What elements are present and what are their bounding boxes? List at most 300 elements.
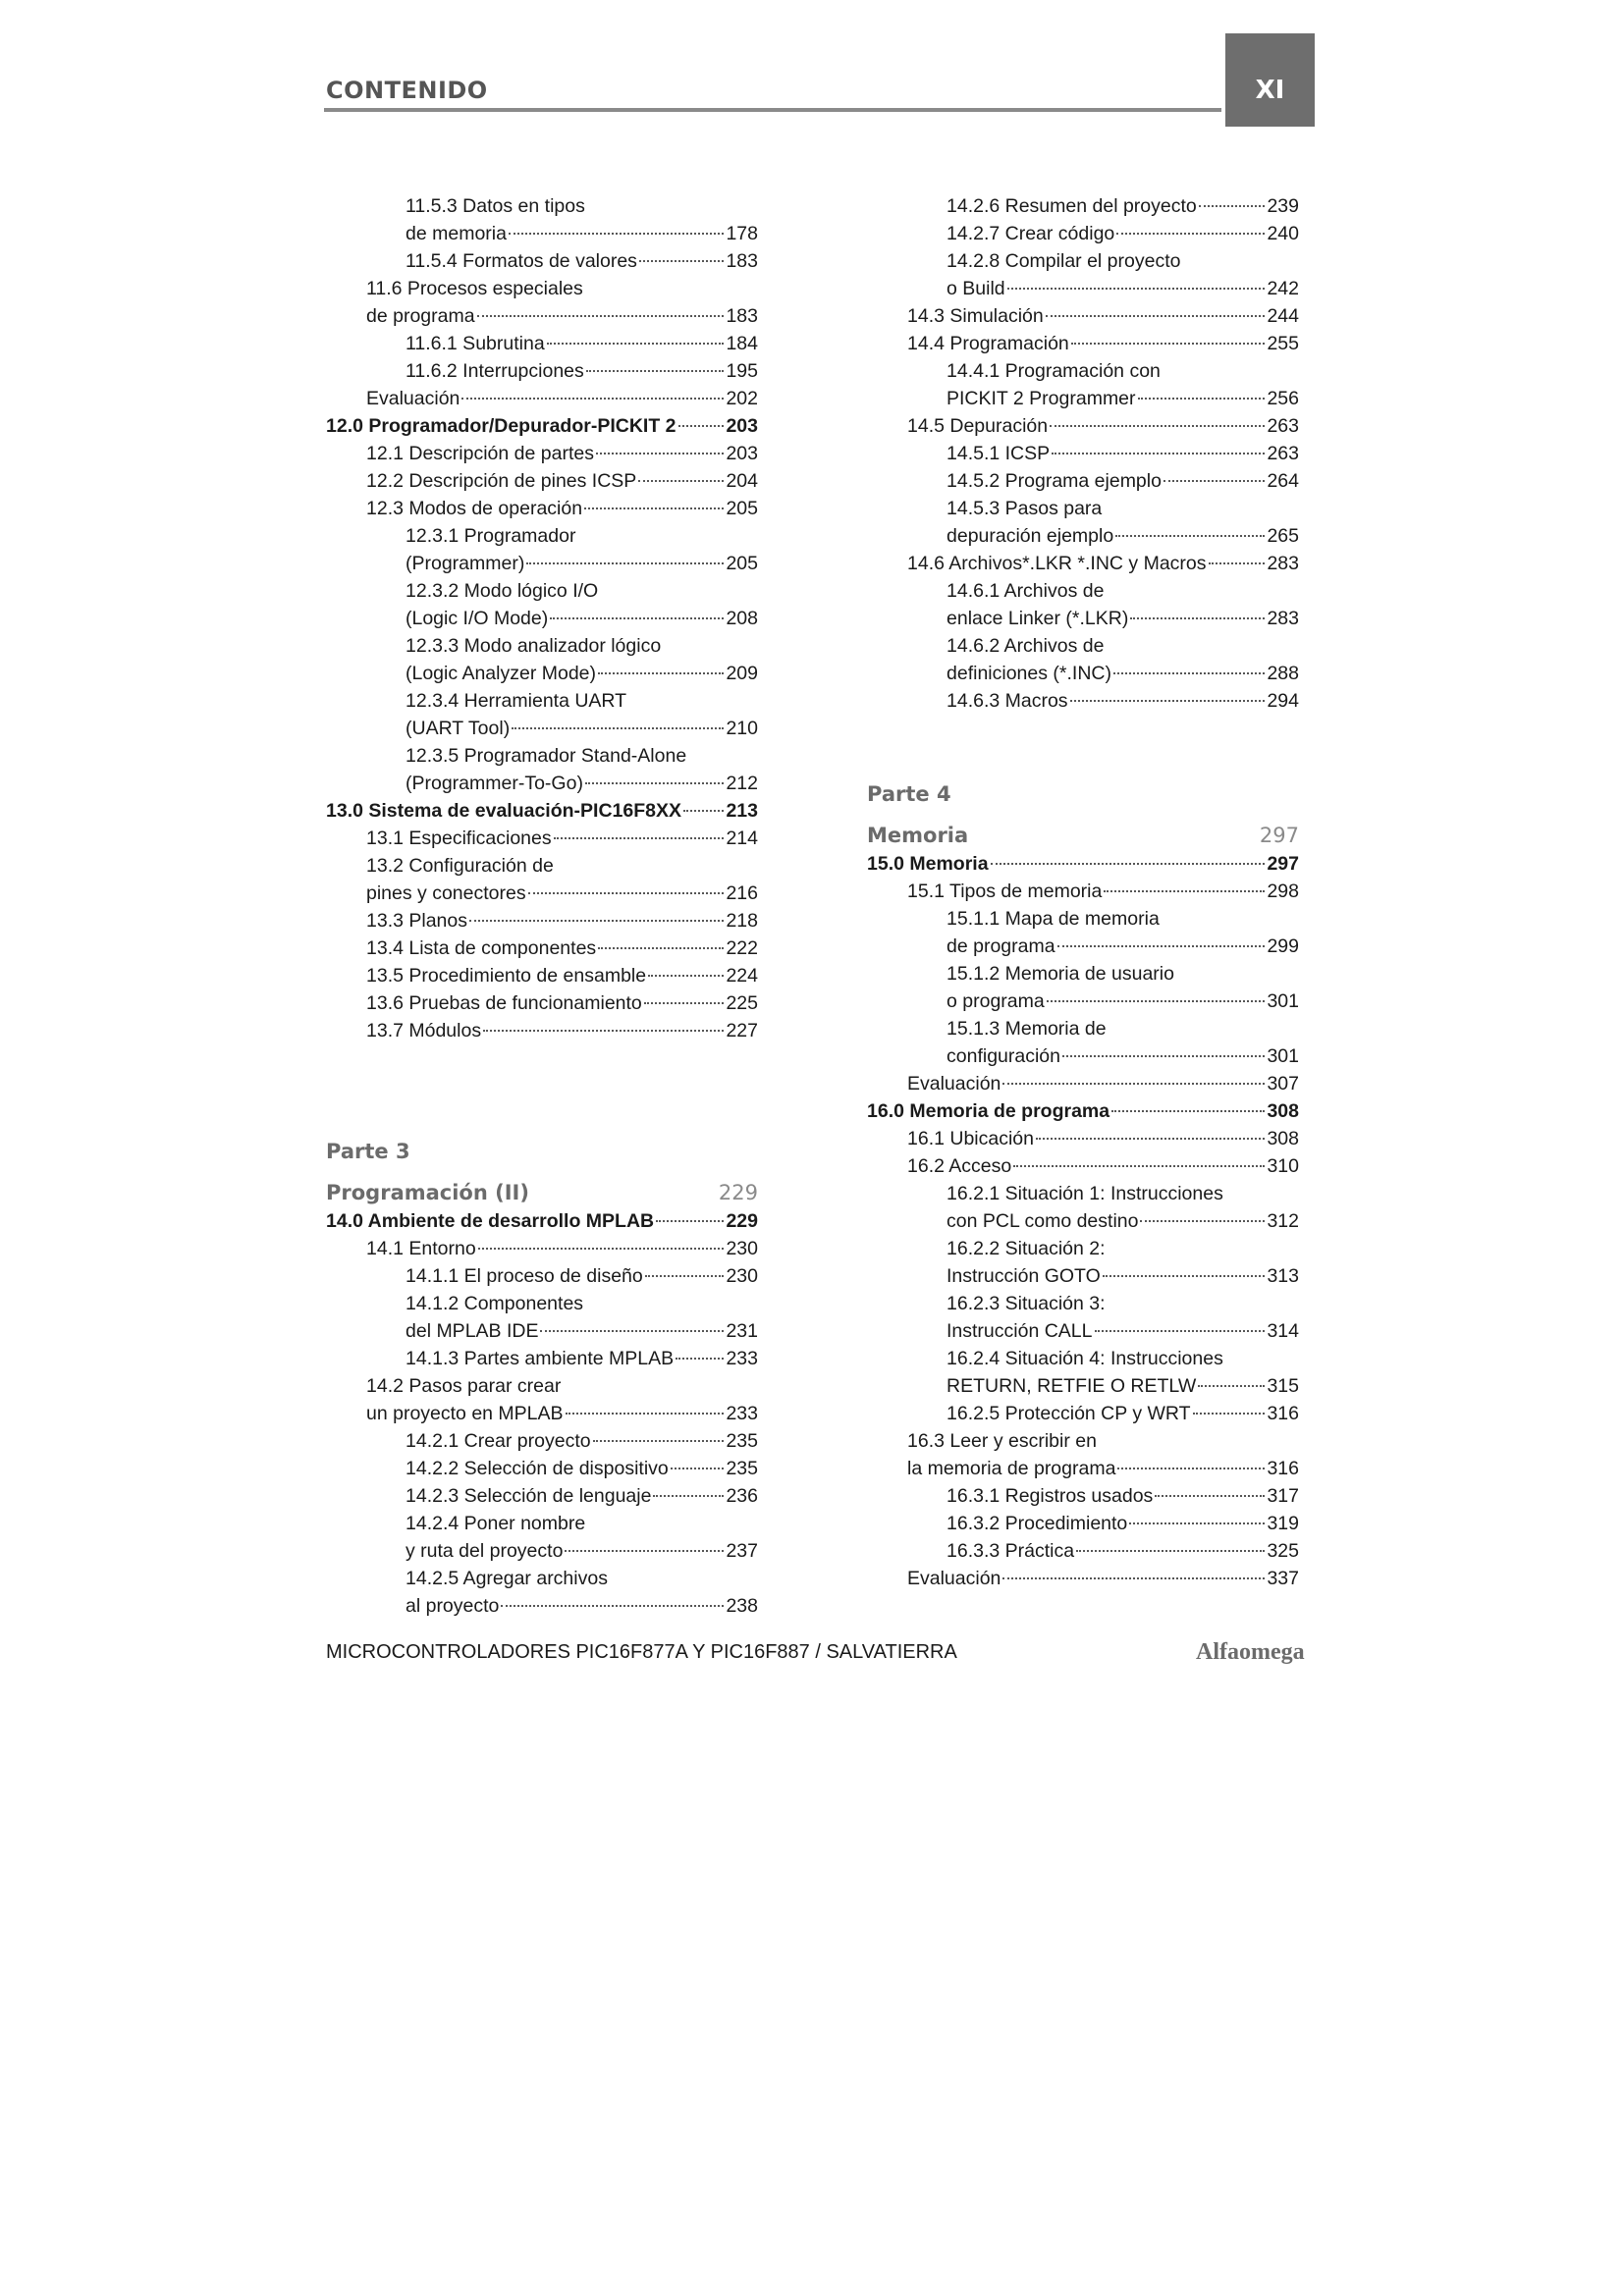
toc-entry	[326, 1290, 758, 1317]
toc-entry-page: 294	[1267, 690, 1299, 712]
toc-entry	[867, 1317, 1299, 1345]
toc-leader-dots	[676, 1358, 724, 1360]
toc-entry-text: depuración ejemplo	[947, 525, 1114, 547]
toc-leader-dots	[1140, 1220, 1265, 1222]
footer-book-title: MICROCONTROLADORES PIC16F877A Y PIC16F887 / SALVATIERRA	[326, 1641, 957, 1663]
toc-entry-page: 264	[1267, 470, 1299, 492]
toc-entry	[867, 550, 1299, 577]
toc-entry-text: la memoria de programa	[907, 1458, 1116, 1479]
toc-entry-text: 12.3.3 Modo analizador lógico	[406, 635, 662, 657]
toc-entry-text: o Build	[947, 278, 1005, 299]
toc-leader-dots	[1047, 1000, 1266, 1002]
toc-entry-text: 16.0 Memoria de programa	[867, 1100, 1110, 1122]
toc-entry-text: 11.5.4 Formatos de valores	[406, 250, 637, 272]
toc-entry-page: 238	[726, 1595, 758, 1617]
toc-entry	[867, 1290, 1299, 1317]
toc-entry	[326, 192, 758, 220]
toc-entry	[867, 330, 1299, 357]
toc-entry	[326, 880, 758, 907]
toc-entry	[326, 1537, 758, 1565]
toc-leader-dots	[501, 1605, 724, 1607]
toc-entry-page: 236	[726, 1485, 758, 1507]
toc-entry	[867, 1537, 1299, 1565]
toc-entry-page: 218	[726, 910, 758, 932]
toc-leader-dots	[1193, 1413, 1266, 1415]
toc-entry	[326, 660, 758, 687]
toc-entry-page: 299	[1267, 935, 1299, 957]
toc-entry-text: 14.2.5 Agregar archivos	[406, 1568, 608, 1589]
toc-entry	[326, 715, 758, 742]
toc-entry-text: 12.3.5 Programador Stand-Alone	[406, 745, 687, 767]
toc-part-4-entries	[867, 850, 1299, 1592]
toc-entry-text: 12.3 Modos de operación	[366, 498, 583, 519]
toc-entry	[867, 1235, 1299, 1262]
toc-entry	[326, 907, 758, 934]
toc-leader-dots	[584, 507, 724, 509]
toc-entry-text: 14.4 Programación	[907, 333, 1069, 354]
toc-entry-text: 14.6 Archivos*.LKR *.INC y Macros	[907, 553, 1207, 574]
toc-leader-dots	[1115, 535, 1265, 537]
toc-entry	[867, 1015, 1299, 1042]
toc-entry	[326, 825, 758, 852]
toc-entry	[326, 1592, 758, 1620]
toc-entry-text: 16.2.3 Situación 3:	[947, 1293, 1106, 1314]
toc-entry-page: 227	[726, 1020, 758, 1041]
toc-leader-dots	[644, 1002, 725, 1004]
toc-entry-page: 216	[726, 882, 758, 904]
toc-entry	[867, 960, 1299, 988]
toc-entry-text: del MPLAB IDE	[406, 1320, 539, 1342]
toc-entry-page: 231	[726, 1320, 758, 1342]
toc-entry-text: 16.1 Ubicación	[907, 1128, 1034, 1149]
toc-leader-dots	[1104, 890, 1265, 892]
toc-entry	[326, 1317, 758, 1345]
toc-leader-dots	[1095, 1330, 1266, 1332]
toc-entry	[326, 577, 758, 605]
part-3-page: 229	[718, 1181, 758, 1204]
toc-entry-page: 312	[1267, 1210, 1299, 1232]
toc-entry	[326, 1565, 758, 1592]
toc-leader-dots	[1116, 233, 1265, 235]
toc-entry	[867, 1070, 1299, 1097]
toc-leader-dots	[639, 260, 725, 262]
toc-entry-page: 242	[1267, 278, 1299, 299]
toc-entry-page: 315	[1267, 1375, 1299, 1397]
toc-entry-text: 12.3.2 Modo lógico I/O	[406, 580, 599, 602]
toc-entry-page: 233	[726, 1348, 758, 1369]
toc-entry	[867, 632, 1299, 660]
toc-leader-dots	[991, 863, 1266, 865]
header-title: CONTENIDO	[326, 77, 488, 104]
toc-entry	[326, 550, 758, 577]
toc-entry-page: 308	[1267, 1100, 1299, 1122]
toc-entry-text: 12.1 Descripción de partes	[366, 443, 594, 464]
toc-entry	[326, 962, 758, 989]
toc-leader-dots	[1111, 1110, 1265, 1112]
part-3-label: Parte 3	[326, 1140, 410, 1163]
toc-entry-page: 203	[726, 415, 758, 437]
toc-entry	[867, 467, 1299, 495]
toc-entry-text: 15.1.2 Memoria de usuario	[947, 963, 1174, 985]
toc-entry	[326, 687, 758, 715]
toc-entry-page: 263	[1267, 415, 1299, 437]
toc-entry	[867, 385, 1299, 412]
toc-entry-page: 256	[1267, 388, 1299, 409]
toc-entry-text: Instrucción CALL	[947, 1320, 1093, 1342]
part-4-name: Memoria	[867, 824, 969, 847]
toc-entry	[867, 495, 1299, 522]
toc-entry-text: 14.5.3 Pasos para	[947, 498, 1103, 519]
toc-entry	[867, 192, 1299, 220]
toc-entry-text: 14.4.1 Programación con	[947, 360, 1161, 382]
toc-entry	[326, 522, 758, 550]
toc-entry-text: 14.1.1 El proceso de diseño	[406, 1265, 643, 1287]
toc-entry	[867, 357, 1299, 385]
toc-entry-text: 13.2 Configuración de	[366, 855, 554, 877]
toc-entry-page: 235	[726, 1458, 758, 1479]
toc-entry	[867, 577, 1299, 605]
part-4-page: 297	[1259, 824, 1299, 847]
toc-entry-text: 11.5.3 Datos en tipos	[406, 195, 585, 217]
toc-entry-text: un proyecto en MPLAB	[366, 1403, 564, 1424]
toc-leader-dots	[1209, 562, 1266, 564]
toc-leader-dots	[593, 1440, 725, 1442]
toc-entry	[867, 878, 1299, 905]
toc-leader-dots	[1007, 288, 1266, 290]
part-3-name: Programación (II)	[326, 1181, 529, 1204]
toc-leader-dots	[550, 617, 724, 619]
toc-entry-text: 14.6.3 Macros	[947, 690, 1068, 712]
toc-entry	[867, 1345, 1299, 1372]
toc-entry	[867, 660, 1299, 687]
part-4-title	[867, 821, 1299, 850]
toc-entry-text: 12.2 Descripción de pines ICSP	[366, 470, 637, 492]
toc-leader-dots	[483, 1030, 724, 1032]
toc-entry-page: 203	[726, 443, 758, 464]
toc-entry	[867, 850, 1299, 878]
toc-entry-text: (Programmer)	[406, 553, 525, 574]
toc-entry-page: 210	[726, 718, 758, 739]
toc-leader-dots	[1130, 617, 1265, 619]
toc-entry-page: 222	[726, 937, 758, 959]
toc-leader-dots	[1199, 205, 1266, 207]
toc-entry-page: 183	[726, 305, 758, 327]
toc-entry-text: 14.2.8 Compilar el proyecto	[947, 250, 1181, 272]
toc-entry-text: 14.2 Pasos parar crear	[366, 1375, 562, 1397]
toc-right-column	[867, 192, 1299, 1592]
toc-entry	[326, 989, 758, 1017]
toc-leader-dots	[478, 1248, 725, 1250]
toc-leader-dots	[656, 1220, 724, 1222]
toc-entry-page: 233	[726, 1403, 758, 1424]
toc-entry-text: 16.2.5 Protección CP y WRT	[947, 1403, 1191, 1424]
toc-leader-dots	[528, 892, 725, 894]
toc-entry-page: 297	[1267, 853, 1299, 875]
toc-leader-dots	[1002, 1577, 1265, 1579]
toc-entry-page: 205	[726, 498, 758, 519]
toc-entry	[326, 1235, 758, 1262]
toc-entry	[867, 1042, 1299, 1070]
toc-entry-text: 14.5.1 ICSP	[947, 443, 1051, 464]
toc-entry-text: RETURN, RETFIE O RETLW	[947, 1375, 1197, 1397]
toc-leader-dots	[1117, 1468, 1265, 1469]
toc-entry-page: 205	[726, 553, 758, 574]
page-number: XI	[1255, 76, 1285, 105]
toc-entry-text: 16.3.3 Práctica	[947, 1540, 1075, 1562]
toc-entry-text: 16.3.1 Registros usados	[947, 1485, 1154, 1507]
toc-entry-text: 11.6.2 Interrupciones	[406, 360, 584, 382]
toc-entry	[867, 988, 1299, 1015]
toc-entry-page: 204	[726, 470, 758, 492]
toc-entry	[867, 440, 1299, 467]
toc-entry	[867, 1207, 1299, 1235]
toc-entry-page: 307	[1267, 1073, 1299, 1095]
toc-entry-page: 230	[726, 1238, 758, 1259]
toc-entry-text: 14.1.3 Partes ambiente MPLAB	[406, 1348, 675, 1369]
toc-entry-page: 195	[726, 360, 758, 382]
toc-entry-page: 283	[1267, 553, 1299, 574]
toc-entry	[326, 467, 758, 495]
toc-entry-page: 213	[726, 800, 758, 822]
toc-leader-dots	[1046, 315, 1266, 317]
toc-entry-page: 255	[1267, 333, 1299, 354]
page-number-tab	[1225, 33, 1315, 127]
toc-entry-text: 15.1 Tipos de memoria	[907, 881, 1103, 902]
toc-entry	[326, 220, 758, 247]
toc-entry-text: configuración	[947, 1045, 1060, 1067]
toc-entry	[867, 247, 1299, 275]
toc-entry-page: 183	[726, 250, 758, 272]
toc-leader-dots	[1103, 1275, 1266, 1277]
toc-entry-text: 14.1 Entorno	[366, 1238, 476, 1259]
toc-leader-dots	[1129, 1522, 1265, 1524]
toc-entry-text: y ruta del proyecto	[406, 1540, 564, 1562]
toc-entry	[867, 1152, 1299, 1180]
toc-entry	[326, 1482, 758, 1510]
toc-entry-text: 14.2.6 Resumen del proyecto	[947, 195, 1197, 217]
toc-entry	[867, 1125, 1299, 1152]
toc-entry-page: 317	[1267, 1485, 1299, 1507]
toc-entry	[867, 1455, 1299, 1482]
toc-leader-dots	[1198, 1385, 1265, 1387]
toc-entry	[326, 1455, 758, 1482]
toc-leader-dots	[1071, 343, 1266, 345]
toc-leader-dots	[683, 810, 724, 812]
toc-entry	[326, 1017, 758, 1044]
toc-leader-dots	[678, 425, 725, 427]
toc-entry-text: 16.2 Acceso	[907, 1155, 1012, 1177]
toc-entry-text: con PCL como destino	[947, 1210, 1139, 1232]
toc-entry	[326, 385, 758, 412]
toc-entry	[326, 770, 758, 797]
toc-entry	[326, 852, 758, 880]
toc-entry-page: 209	[726, 663, 758, 684]
toc-entry-text: Evaluación	[907, 1568, 1001, 1589]
toc-leader-dots	[461, 398, 724, 400]
toc-leader-dots	[653, 1495, 724, 1497]
toc-entry-text: pines y conectores	[366, 882, 526, 904]
toc-entry-text: de programa	[366, 305, 475, 327]
toc-leader-dots	[596, 453, 724, 454]
toc-entry	[867, 1180, 1299, 1207]
toc-entry-text: definiciones (*.INC)	[947, 663, 1111, 684]
toc-entry-text: 16.3 Leer y escribir en	[907, 1430, 1097, 1452]
toc-entry-page: 235	[726, 1430, 758, 1452]
toc-entry-page: 244	[1267, 305, 1299, 327]
toc-entry-page: 319	[1267, 1513, 1299, 1534]
toc-entry-text: 14.2.1 Crear proyecto	[406, 1430, 591, 1452]
toc-entry	[867, 933, 1299, 960]
toc-entry-text: Evaluación	[907, 1073, 1001, 1095]
toc-entry	[867, 412, 1299, 440]
toc-entry-page: 298	[1267, 881, 1299, 902]
part-4-label: Parte 4	[867, 782, 951, 806]
toc-entry-page: 301	[1267, 990, 1299, 1012]
toc-leader-dots	[598, 947, 724, 949]
toc-entry	[326, 1510, 758, 1537]
toc-leader-dots	[1036, 1138, 1265, 1140]
toc-entry-text: o programa	[947, 990, 1045, 1012]
toc-entry-page: 239	[1267, 195, 1299, 217]
toc-left-entries	[326, 192, 758, 1044]
toc-leader-dots	[1138, 398, 1266, 400]
toc-entry	[867, 1400, 1299, 1427]
toc-entry-text: de programa	[947, 935, 1055, 957]
toc-entry	[326, 605, 758, 632]
toc-entry-page: 288	[1267, 663, 1299, 684]
toc-leader-dots	[586, 370, 725, 372]
toc-entry-text: enlace Linker (*.LKR)	[947, 608, 1129, 629]
toc-entry	[867, 522, 1299, 550]
toc-entry-text: 11.6.1 Subrutina	[406, 333, 545, 354]
toc-entry-text: 13.1 Especificaciones	[366, 828, 552, 849]
toc-entry-text: 12.3.1 Programador	[406, 525, 576, 547]
toc-entry-page: 202	[726, 388, 758, 409]
toc-entry	[326, 357, 758, 385]
toc-right-entries	[867, 192, 1299, 715]
toc-leader-dots	[526, 562, 724, 564]
toc-entry-page: 325	[1267, 1540, 1299, 1562]
toc-entry	[326, 1427, 758, 1455]
toc-entry-text: 13.5 Procedimiento de ensamble	[366, 965, 647, 987]
toc-entry-text: (Logic Analyzer Mode)	[406, 663, 597, 684]
toc-entry-text: (Programmer-To-Go)	[406, 773, 583, 794]
toc-entry-text: 16.2.4 Situación 4: Instrucciones	[947, 1348, 1223, 1369]
toc-leader-dots	[554, 837, 725, 839]
toc-entry	[326, 1207, 758, 1235]
toc-entry-text: 12.3.4 Herramienta UART	[406, 690, 627, 712]
toc-entry	[326, 412, 758, 440]
toc-entry-text: 14.5 Depuración	[907, 415, 1049, 437]
toc-entry	[326, 247, 758, 275]
toc-entry-text: al proyecto	[406, 1595, 500, 1617]
toc-leader-dots	[1062, 1055, 1265, 1057]
toc-leader-dots	[638, 480, 724, 482]
toc-entry-text: 16.3.2 Procedimiento	[947, 1513, 1128, 1534]
toc-entry-text: 14.0 Ambiente de desarrollo MPLAB	[326, 1210, 655, 1232]
toc-entry-text: 14.2.3 Selección de lenguaje	[406, 1485, 652, 1507]
toc-entry-text: 14.6.2 Archivos de	[947, 635, 1105, 657]
toc-entry-page: 178	[726, 223, 758, 244]
toc-entry	[326, 1400, 758, 1427]
toc-entry-text: 16.2.1 Situación 1: Instrucciones	[947, 1183, 1223, 1204]
toc-entry-text: 15.1.3 Memoria de	[947, 1018, 1107, 1040]
toc-leader-dots	[540, 1330, 724, 1332]
toc-entry	[867, 1372, 1299, 1400]
toc-entry	[867, 1097, 1299, 1125]
toc-leader-dots	[547, 343, 725, 345]
toc-entry-page: 224	[726, 965, 758, 987]
toc-entry-text: 15.1.1 Mapa de memoria	[947, 908, 1160, 930]
toc-entry-page: 314	[1267, 1320, 1299, 1342]
toc-entry-text: 16.2.2 Situación 2:	[947, 1238, 1106, 1259]
toc-entry-text: 12.0 Programador/Depurador-PICKIT 2	[326, 415, 676, 437]
toc-entry-page: 313	[1267, 1265, 1299, 1287]
toc-leader-dots	[645, 1275, 725, 1277]
toc-entry-text: 14.2.2 Selección de dispositivo	[406, 1458, 669, 1479]
toc-entry-text: 14.6.1 Archivos de	[947, 580, 1105, 602]
toc-entry-page: 184	[726, 333, 758, 354]
toc-entry-text: Instrucción GOTO	[947, 1265, 1101, 1287]
toc-entry-page: 229	[726, 1210, 758, 1232]
header-rule	[324, 108, 1221, 112]
toc-leader-dots	[648, 975, 724, 977]
toc-leader-dots	[1070, 700, 1266, 702]
toc-entry-page: 265	[1267, 525, 1299, 547]
toc-entry-text: de memoria	[406, 223, 507, 244]
toc-entry	[326, 1345, 758, 1372]
toc-entry-text: 13.6 Pruebas de funcionamiento	[366, 992, 642, 1014]
toc-entry-text: 13.0 Sistema de evaluación-PIC16F8XX	[326, 800, 682, 822]
toc-leader-dots	[671, 1468, 725, 1469]
toc-entry	[326, 302, 758, 330]
toc-entry	[867, 1565, 1299, 1592]
toc-leader-dots	[512, 727, 724, 729]
part-3-title	[326, 1178, 758, 1207]
toc-leader-dots	[477, 315, 725, 317]
toc-entry	[867, 1262, 1299, 1290]
toc-entry	[867, 605, 1299, 632]
toc-leader-dots	[1050, 425, 1265, 427]
toc-entry	[867, 302, 1299, 330]
toc-entry-text: 13.3 Planos	[366, 910, 467, 932]
toc-entry	[867, 687, 1299, 715]
toc-entry	[867, 220, 1299, 247]
toc-entry-text: 14.2.7 Crear código	[947, 223, 1115, 244]
toc-entry-page: 337	[1267, 1568, 1299, 1589]
toc-entry-page: 230	[726, 1265, 758, 1287]
toc-entry	[326, 440, 758, 467]
toc-entry-page: 310	[1267, 1155, 1299, 1177]
toc-leader-dots	[469, 920, 724, 922]
toc-entry-page: 316	[1267, 1403, 1299, 1424]
toc-entry	[326, 495, 758, 522]
toc-entry-page: 212	[726, 773, 758, 794]
toc-entry-page: 316	[1267, 1458, 1299, 1479]
toc-entry	[326, 1372, 758, 1400]
toc-entry	[326, 1262, 758, 1290]
toc-entry-text: (UART Tool)	[406, 718, 511, 739]
toc-left-column	[326, 192, 758, 1620]
toc-leader-dots	[1052, 453, 1265, 454]
toc-entry-text: 14.5.2 Programa ejemplo	[947, 470, 1162, 492]
toc-entry	[867, 1427, 1299, 1455]
toc-entry-text: Evaluación	[366, 388, 460, 409]
toc-leader-dots	[1076, 1550, 1265, 1552]
toc-entry-text: 13.4 Lista de componentes	[366, 937, 597, 959]
toc-entry	[326, 934, 758, 962]
toc-entry	[867, 905, 1299, 933]
